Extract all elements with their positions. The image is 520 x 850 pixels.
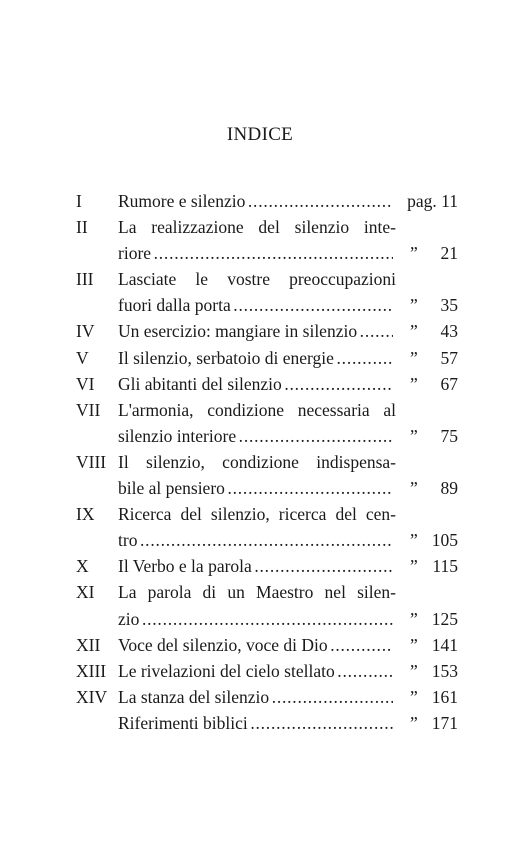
- chapter-number: IX: [76, 504, 95, 525]
- page-number: 67: [440, 373, 458, 394]
- ditto-mark: ”: [410, 686, 418, 707]
- toc-entry-line: [76, 266, 458, 292]
- page-number: pag. 11: [407, 191, 458, 211]
- chapter-title-text: zio . . .: [118, 606, 393, 632]
- ditto-mark: ”: [410, 530, 418, 551]
- chapter-title-text: Il silenzio, condizione indispensa-: [118, 451, 396, 472]
- chapter-number: XIII: [76, 660, 107, 681]
- toc-entry-line: [76, 710, 458, 736]
- chapter-title-text: Il Verbo e la parola . . .: [118, 553, 393, 579]
- page-number: 141: [431, 634, 458, 655]
- toc-entry-line: [76, 318, 458, 344]
- toc-entry-line: [76, 579, 458, 605]
- ditto-mark: ”: [410, 373, 418, 394]
- ditto-mark: ”: [410, 321, 418, 342]
- chapter-number: XII: [76, 634, 101, 655]
- page-number: 153: [431, 660, 458, 681]
- chapter-title-text: L'armonia, condizione necessaria al: [118, 399, 396, 420]
- page-number: 21: [440, 243, 458, 264]
- toc-entry-line: [76, 475, 458, 501]
- page-number: 57: [440, 347, 458, 368]
- chapter-title-text: fuori dalla porta . . .: [118, 292, 393, 318]
- page-number: 75: [440, 425, 458, 446]
- ditto-mark: ”: [410, 712, 418, 733]
- ditto-mark: ”: [410, 478, 418, 499]
- toc-entry-line: [76, 371, 458, 397]
- chapter-title-text: La stanza del silenzio . . .: [118, 684, 393, 710]
- chapter-title-text: silenzio interiore . . .: [118, 423, 393, 449]
- toc-entry-line: [76, 292, 458, 318]
- page-number: 125: [431, 608, 458, 629]
- toc-entry-line: [76, 345, 458, 371]
- table-of-contents: [76, 188, 458, 736]
- ditto-mark: ”: [410, 556, 418, 577]
- chapter-title-text: La parola di un Maestro nel silen-: [118, 582, 396, 603]
- toc-entry-line: [76, 449, 458, 475]
- chapter-title-text: Gli abitanti del silenzio . . .: [118, 371, 393, 397]
- toc-entry-line: [76, 684, 458, 710]
- chapter-title-text: Rumore e silenzio . . .: [118, 188, 393, 214]
- toc-entry-line: [76, 240, 458, 266]
- chapter-title-text: tro . . .: [118, 527, 393, 553]
- toc-entry-line: [76, 606, 458, 632]
- chapter-number: IV: [76, 321, 95, 342]
- chapter-title-text: riore . . .: [118, 240, 393, 266]
- chapter-number: VII: [76, 399, 101, 420]
- toc-entry-line: [76, 397, 458, 423]
- page-number: 171: [431, 712, 458, 733]
- chapter-number: V: [76, 347, 89, 368]
- page-number: 105: [431, 530, 458, 551]
- toc-entry-line: [76, 214, 458, 240]
- chapter-title-text: La realizzazione del silenzio inte-: [118, 217, 396, 238]
- chapter-title-text: Un esercizio: mangiare in silenzio . . .: [118, 318, 393, 344]
- chapter-number: X: [76, 556, 89, 577]
- chapter-number: XIV: [76, 686, 108, 707]
- toc-entry-line: [76, 501, 458, 527]
- chapter-title-text: Lasciate le vostre preoccupazioni: [118, 269, 396, 290]
- toc-entry-line: [76, 527, 458, 553]
- chapter-number: I: [76, 191, 82, 211]
- page-number: 115: [432, 556, 458, 577]
- toc-entry-line: [76, 658, 458, 684]
- ditto-mark: ”: [410, 425, 418, 446]
- chapter-number: XI: [76, 582, 95, 603]
- chapter-title-text: Ricerca del silenzio, ricerca del cen-: [118, 504, 396, 525]
- chapter-number: VIII: [76, 451, 107, 472]
- ditto-mark: ”: [410, 347, 418, 368]
- toc-entry-line: [76, 423, 458, 449]
- ditto-mark: ”: [410, 608, 418, 629]
- toc-entry-line: [76, 188, 458, 214]
- chapter-title-text: Le rivelazioni del cielo stellato . . .: [118, 658, 393, 684]
- page-number: 35: [440, 295, 458, 316]
- chapter-title-text: Riferimenti biblici . . .: [118, 710, 393, 736]
- toc-entry-line: [76, 553, 458, 579]
- chapter-title-text: bile al pensiero . . .: [118, 475, 393, 501]
- index-title: INDICE: [226, 124, 294, 145]
- ditto-mark: ”: [410, 243, 418, 264]
- page-number: 161: [431, 686, 458, 707]
- page-number: 43: [440, 321, 458, 342]
- ditto-mark: ”: [410, 634, 418, 655]
- chapter-number: VI: [76, 373, 95, 394]
- chapter-title-text: Voce del silenzio, voce di Dio . . .: [118, 632, 393, 658]
- chapter-number: II: [76, 217, 88, 238]
- ditto-mark: ”: [410, 295, 418, 316]
- ditto-mark: ”: [410, 660, 418, 681]
- chapter-number: III: [76, 269, 94, 290]
- toc-entry-line: [76, 632, 458, 658]
- chapter-title-text: Il silenzio, serbatoio di energie . . .: [118, 345, 393, 371]
- page-number: 89: [440, 478, 458, 499]
